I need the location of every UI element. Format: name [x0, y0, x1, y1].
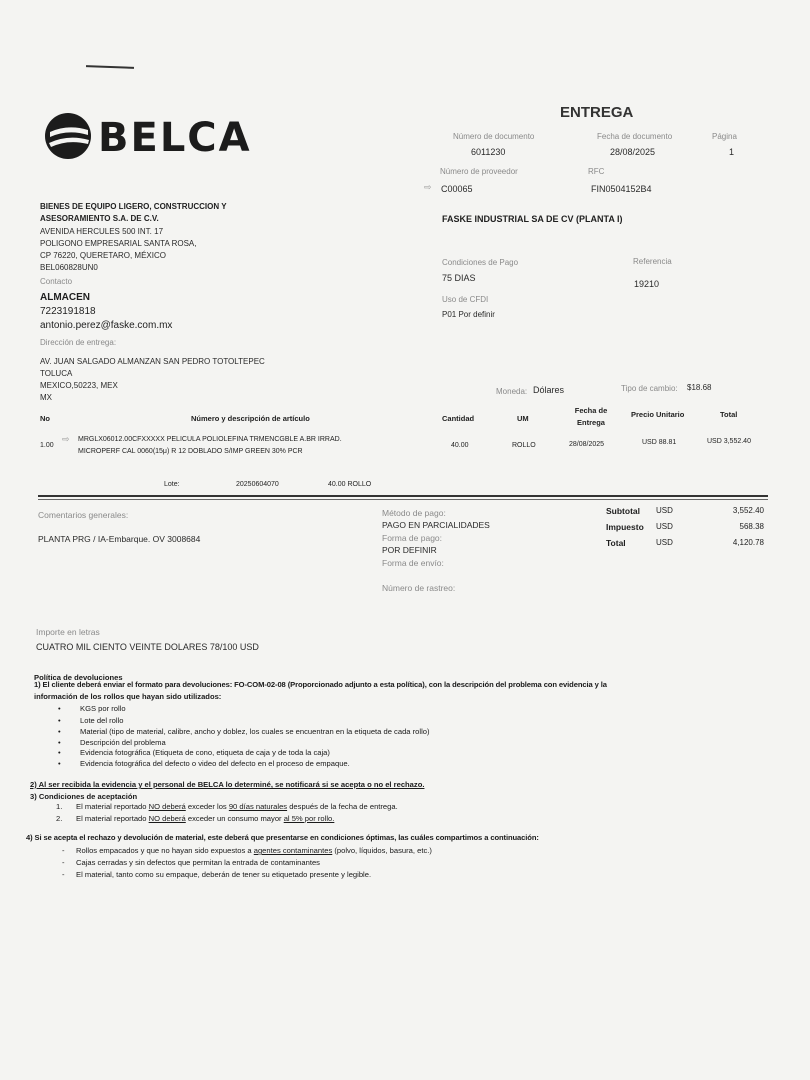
- cfdi-label: Uso de CFDI: [442, 295, 489, 304]
- policy-bullet: Lote del rollo: [80, 716, 124, 725]
- amount-words-value: CUATRO MIL CIENTO VEINTE DOLARES 78/100 USD: [36, 642, 259, 652]
- reference: 19210: [634, 279, 660, 289]
- arrow-right-icon: ⇨: [62, 434, 70, 444]
- col-header-quantity: Cantidad: [442, 414, 475, 423]
- row-total: USD 3,552.40: [707, 438, 751, 445]
- payment-conditions: 75 DIAS: [442, 273, 476, 283]
- tax-currency: USD: [656, 522, 673, 531]
- condition-d3: El material, tanto como su empaque, deberán de tener su etiquetado presente y legible.: [76, 870, 372, 879]
- table-divider-thin: [38, 499, 768, 500]
- lot-label: Lote:: [164, 481, 180, 488]
- policy-bullet: Material (tipo de material, calibre, ancho y doblez, los cuales se encuentran en la etiqueta de cada rollo): [80, 727, 430, 736]
- subtotal-currency: USD: [656, 506, 673, 515]
- policy-title: Política de devoluciones: [34, 673, 123, 682]
- col-header-date-line1: Fecha de: [574, 406, 608, 415]
- row-description-line2: MICROPERF CAL 0060(15μ) R 12 DOBLADO S/IMP GREEN 30% PCR: [78, 448, 303, 455]
- condition-2: El material reportado NO deberá exceder un consumo mayor al 5% por rollo.: [76, 814, 335, 823]
- company-name-line1: BIENES DE EQUIPO LIGERO, CONSTRUCCION Y: [40, 202, 227, 211]
- policy-bullet: KGS por rollo: [80, 704, 126, 713]
- payment-form: POR DEFINIR: [382, 545, 437, 555]
- lot-value: 20250604070: [236, 481, 279, 488]
- row-no: 1.00: [40, 442, 54, 449]
- contact-label: Contacto: [40, 277, 73, 286]
- policy-p4: 4) Si se acepta el rechazo y devolución de material, este deberá que presentarse en condiciones óptimas, las cuáles compartimos a continuación:: [26, 833, 539, 842]
- currency-value: Dólares: [533, 385, 565, 395]
- dash-icon: -: [62, 858, 65, 867]
- company-name-line2: ASESORAMIENTO S.A. DE C.V.: [40, 214, 159, 223]
- supplier-name: FASKE INDUSTRIAL SA DE CV (PLANTA I): [442, 214, 623, 224]
- bullet-dot: •: [58, 738, 61, 747]
- total-currency: USD: [656, 538, 673, 547]
- delivery-address-label: Dirección de entrega:: [40, 338, 117, 347]
- col-header-date-line2: Entrega: [577, 418, 605, 427]
- delivery-line4: MX: [40, 393, 52, 402]
- policy-p1b: información de los rollos que hayan sido utilizados:: [34, 692, 222, 701]
- condition-2-number: 2.: [56, 814, 63, 823]
- bullet-dot: •: [58, 727, 61, 736]
- company-address1: AVENIDA HERCULES 500 INT. 17: [40, 227, 164, 236]
- policy-p1: 1) El cliente deberá enviar el formato para devoluciones: FO-COM-02-08 (Proporcionado adjunto a esta política), con la descripción del problema con evidencia y la: [34, 680, 607, 689]
- page-number: 1: [729, 147, 735, 157]
- tax-value: 568.38: [739, 522, 764, 531]
- company-address3: CP 76220, QUERETARO, MÉXICO: [40, 251, 166, 260]
- tracking-number-label: Número de rastreo:: [382, 583, 456, 593]
- lot-quantity: 40.00 ROLLO: [328, 481, 372, 488]
- contact-email: antonio.perez@faske.com.mx: [40, 320, 173, 331]
- supplier-number: C00065: [441, 184, 473, 194]
- page-label: Página: [712, 132, 737, 141]
- doc-number: 6011230: [471, 147, 506, 157]
- col-header-unit-price: Precio Unitario: [631, 410, 685, 419]
- rfc-label: RFC: [588, 167, 605, 176]
- delivery-line1: AV. JUAN SALGADO ALMANZAN SAN PEDRO TOTOLTEPEC: [40, 357, 265, 366]
- shipping-form-label: Forma de envío:: [382, 558, 444, 568]
- pen-mark: [86, 65, 134, 69]
- subtotal-value: 3,552.40: [732, 506, 764, 515]
- comments-value: PLANTA PRG / IA-Embarque. OV 3008684: [38, 534, 201, 544]
- col-header-total: Total: [720, 410, 738, 419]
- policy-p3: 3) Condiciones de aceptación: [30, 792, 138, 801]
- payment-conditions-label: Condiciones de Pago: [442, 258, 519, 267]
- belca-logo-icon: [44, 112, 94, 160]
- dash-icon: -: [62, 846, 65, 855]
- condition-1-number: 1.: [56, 802, 63, 811]
- row-um: ROLLO: [512, 442, 536, 449]
- policy-p2: 2) Al ser recibida la evidencia y el personal de BELCA lo determiné, se notificará si se acepta o no el rechazo.: [30, 780, 425, 789]
- row-unit-price: USD 88.81: [642, 439, 677, 446]
- bullet-dot: •: [58, 704, 61, 713]
- condition-d2: Cajas cerradas y sin defectos que permitan la entrada de contaminantes: [76, 858, 320, 867]
- bullet-dot: •: [58, 759, 61, 768]
- doc-date: 28/08/2025: [610, 147, 656, 157]
- delivery-line2: TOLUCA: [40, 369, 73, 378]
- contact-phone: 7223191818: [40, 306, 96, 317]
- row-quantity: 40.00: [451, 442, 469, 449]
- arrow-right-icon: ⇨: [424, 182, 432, 192]
- row-delivery-date: 28/08/2025: [569, 441, 605, 448]
- comments-label: Comentarios generales:: [38, 510, 129, 520]
- payment-form-label: Forma de pago:: [382, 533, 443, 543]
- table-divider: [38, 495, 768, 497]
- col-header-description: Número y descripción de artículo: [191, 414, 310, 423]
- condition-d1: Rollos empacados y que no hayan sido expuestos a agentes contaminantes (polvo, líquidos, basura, etc.): [76, 846, 432, 855]
- dash-icon: -: [62, 870, 65, 879]
- doc-date-label: Fecha de documento: [597, 132, 673, 141]
- currency-label: Moneda:: [496, 387, 528, 396]
- cfdi-value: P01 Por definir: [442, 310, 495, 319]
- amount-words-label: Importe en letras: [36, 627, 100, 637]
- row-description-line1: MRGLX06012.00CFXXXXX PELICULA POLIOLEFINA TRMENCGBLE A.BR IRRAD.: [78, 436, 342, 443]
- policy-bullet: Evidencia fotográfica del defecto o video del defecto en el proceso de empaque.: [80, 759, 350, 768]
- exchange-rate: $18.68: [687, 383, 712, 392]
- payment-method-label: Método de pago:: [382, 508, 446, 518]
- col-header-no: No: [40, 414, 50, 423]
- policy-bullet: Descripción del problema: [80, 738, 166, 747]
- col-header-um: UM: [517, 414, 529, 423]
- exchange-rate-label: Tipo de cambio:: [621, 384, 678, 393]
- condition-1: El material reportado NO deberá exceder los 90 días naturales después de la fecha de entrega.: [76, 802, 398, 811]
- company-logo-text: BELCA: [98, 115, 252, 161]
- company-rfc: BEL060828UN0: [40, 263, 98, 272]
- payment-method: PAGO EN PARCIALIDADES: [382, 520, 490, 530]
- delivery-line3: MEXICO,50223, MEX: [40, 381, 118, 390]
- tax-label: Impuesto: [606, 522, 644, 532]
- bullet-dot: •: [58, 748, 61, 757]
- policy-bullet: Evidencia fotográfica (Etiqueta de cono, etiqueta de caja y de toda la caja): [80, 748, 330, 757]
- bullet-dot: •: [58, 716, 61, 725]
- supplier-rfc: FIN0504152B4: [591, 184, 652, 194]
- total-value: 4,120.78: [732, 538, 764, 547]
- subtotal-label: Subtotal: [606, 506, 640, 516]
- supplier-number-label: Número de proveedor: [440, 167, 518, 176]
- doc-number-label: Número de documento: [453, 132, 535, 141]
- reference-label: Referencia: [633, 257, 672, 266]
- company-address2: POLIGONO EMPRESARIAL SANTA ROSA,: [40, 239, 197, 248]
- total-label: Total: [606, 538, 626, 548]
- contact-name: ALMACEN: [40, 292, 90, 303]
- document-title: ENTREGA: [560, 104, 634, 121]
